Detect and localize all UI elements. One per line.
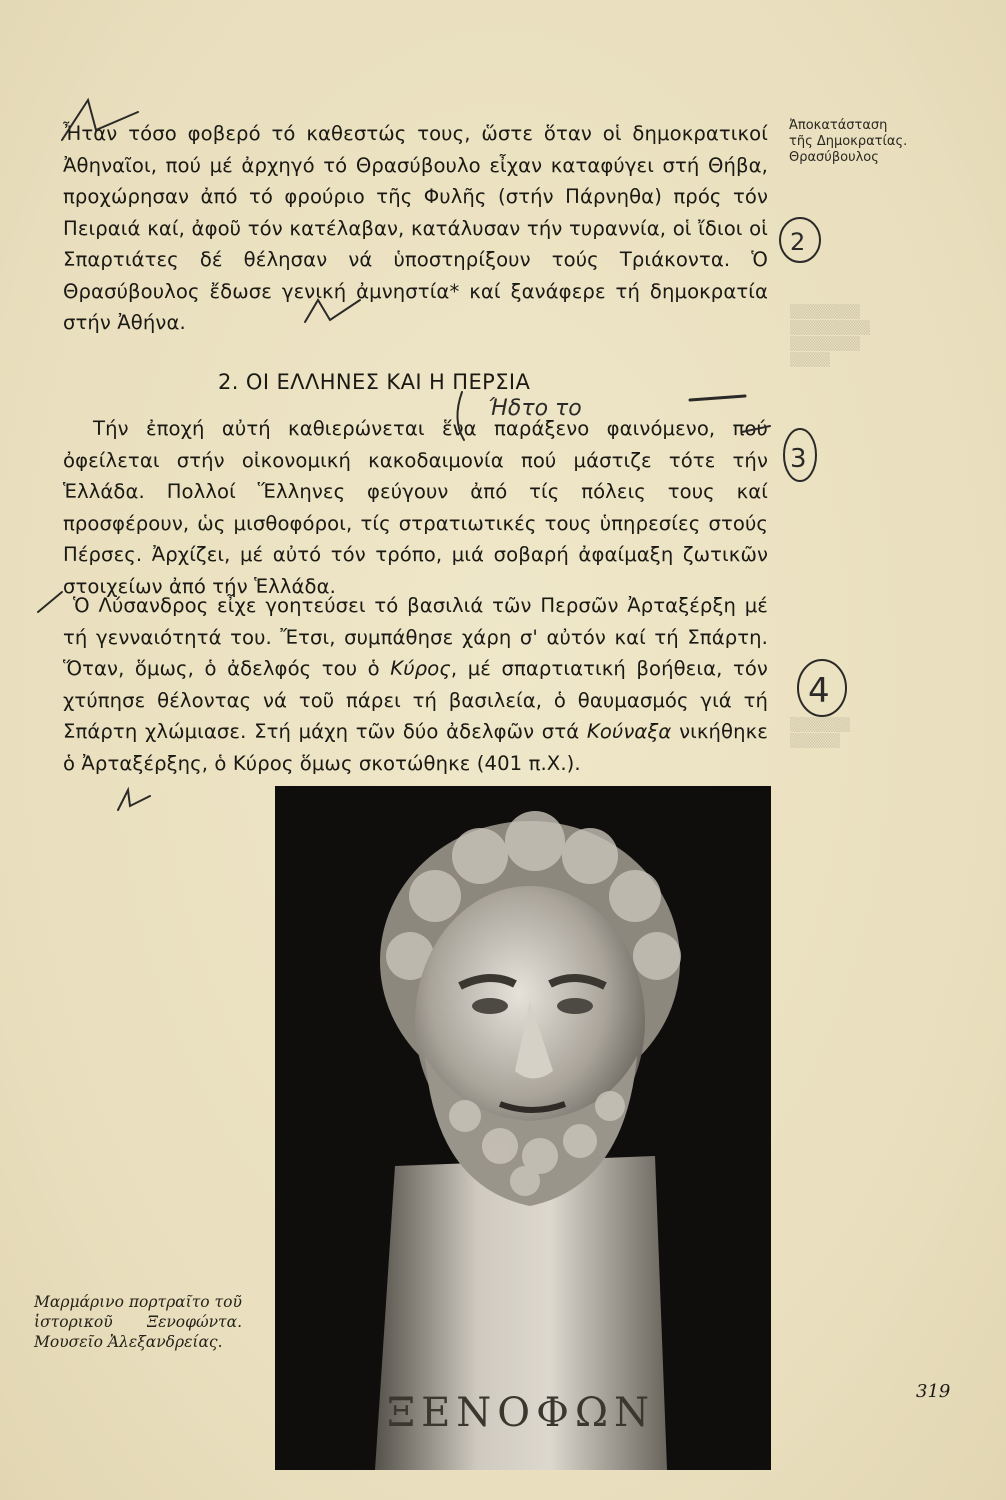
photo-caption [34, 1292, 274, 1352]
section-heading: 2. ΟΙ ΕΛΛΗΝΕΣ ΚΑΙ Η ΠΕΡΣΙΑ [218, 370, 531, 394]
paragraph-text [63, 590, 768, 779]
paragraph-thrasyvoulos [63, 118, 768, 339]
circled-number [784, 429, 816, 481]
circled-number [780, 218, 820, 262]
paragraph-lysandros [63, 590, 768, 779]
place-kounaxa: Κούναξα [586, 720, 672, 743]
circled-number [798, 660, 846, 716]
bleed-through-text: ▒▒▒▒▒▒▒ ▒▒▒▒▒▒▒▒ ▒▒▒▒▒▒▒ ▒▒▒▒ [790, 305, 870, 368]
caption-line: Μουσεῖο Ἀλεξανδρείας. [34, 1333, 223, 1351]
handwritten-number: 3 [790, 444, 807, 474]
check-mark [38, 592, 62, 612]
text-run: νικήθηκε ὁ Ἀρταξέρξης, ὁ Κύρος ὅμως σκοτώθηκε (401 π.Χ.). [63, 720, 768, 775]
text-run: , μέ σπαρτιατική βοήθεια, τόν χτύπησε θέλοντας νά τοῦ πάρει τή βασιλεία, ὁ θαυμασμός γιά τή Σπάρτη χλώμιασε. Στή μάχη τῶν δύο ἀδελφῶν στά [63, 657, 768, 743]
handwritten-number: 2 [790, 228, 806, 256]
text-run: Ὁ Λύσανδρος εἶχε γοητεύσει τό βασιλιά τῶν Περσῶν Ἀρταξέρξη μέ τή γενναιότητά του. Ἔτσι, συμπάθησε χάρη σ' αὐτόν καί τή Σπάρτη. Ὅταν, ὅμως, ὁ ἀδελφός του ὁ [63, 594, 768, 680]
paragraph-mercenaries [63, 413, 768, 602]
xenophon-bust-photo [275, 786, 771, 1470]
margin-note-line: τῆς Δημοκρατίας. [789, 134, 908, 149]
name-kyros: Κύρος [390, 657, 451, 680]
strike-mark [690, 396, 745, 400]
bust-inscription: ΞΕΝΟΦΩΝ [386, 1390, 656, 1436]
paragraph-text: Ἦταν τόσο φοβερό τό καθεστώς τους, ὥστε ὅταν οἱ δημοκρατικοί Ἀθηναῖοι, πού μέ ἀρχηγό τό Θρασύβουλο εἶχαν καταφύγει στή Θήβα, προχώρησαν ἀπό τό φρούριο τῆς Φυλῆς (στήν Πάρνηθα) πρός τόν Πειραιά καί, ἀφοῦ τόν κατέλαβαν, κατάλυσαν τήν τυραννία, οἱ ἴδιοι οἱ Σπαρτιάτες δέ θέλησαν νά ὑποστηρίξουν τούς Τριάκοντα. Ὁ Θρασύβουλος ἔδωσε γενική ἀμνηστία* καί ξανάφερε τή δημοκρατία στήν Ἀθήνα. [63, 122, 768, 334]
handwritten-note: Ήδτο το [488, 396, 582, 421]
bust-illustration [275, 786, 771, 1470]
bleed-through-text: ▒▒▒▒▒▒ ▒▒▒▒▒ [790, 718, 850, 749]
caption-line: ἱστορικοῦ Ξενοφώντα. [34, 1313, 243, 1331]
margin-note-line: Ἀποκατάσταση [789, 118, 888, 133]
handwritten-number: 4 [808, 671, 830, 711]
page-number: 319 [916, 1381, 951, 1402]
margin-note-line: Θρασύβουλος [789, 150, 879, 165]
caption-line: Μαρμάρινο πορτραῖτο τοῦ [34, 1293, 242, 1311]
margin-note [789, 118, 939, 166]
check-mark [118, 790, 150, 810]
paragraph-text: Τήν ἐποχή αὐτή καθιερώνεται ἕνα παράξενο φαινόμενο, πού ὀφείλεται στήν οἰκονομική κακοδαιμονία πού μάστιζε τότε τήν Ἑλλάδα. Πολλοί Ἕλληνες φεύγουν ἀπό τίς πόλεις τους καί προσφέρουν, ὡς μισθοφόροι, τίς στρατιωτικές τους ὑπηρεσίες στούς Πέρσες. Ἀρχίζει, μέ αὐτό τόν τρόπο, μιά σοβαρή ἀφαίμαξη ζωτικῶν στοιχείων ἀπό τήν Ἑλλάδα. [63, 417, 768, 598]
